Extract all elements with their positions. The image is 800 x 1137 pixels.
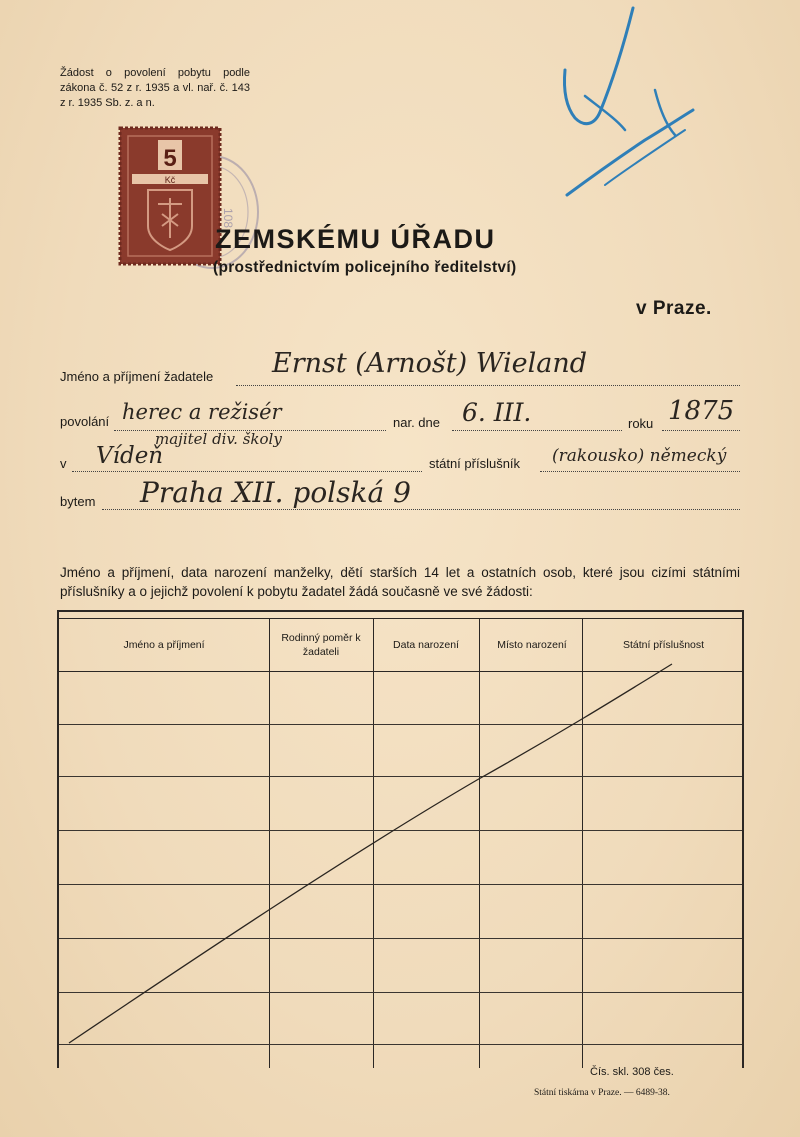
birth-value: 6. III. [462,398,532,427]
cancellation-diagonal-line [57,650,740,1066]
occupation-extra: majitel div. školy [155,430,282,448]
stamp-unit: Kč [164,175,176,185]
citizenship-label: státní příslušník [429,456,521,471]
revenue-stamp [118,126,222,266]
name-label: Jméno a příjmení žadatele [60,369,214,384]
blue-pencil-mark [555,0,715,200]
birth-line [452,429,622,431]
year-line [662,429,740,431]
office-city: v Praze. [636,298,712,319]
stamp-value: 5 [163,145,177,172]
citizenship-value: (rakousko) německý [552,446,727,466]
citizenship-line [540,470,740,472]
page-title: ZEMSKÉMU ÚŘADU [215,224,496,254]
column-header-birth-place: Místo narození [497,639,567,651]
occupation-value: herec a režisér [122,400,282,424]
occupation-label: povolání [60,414,110,429]
place-value: Vídeň [96,443,164,469]
column-header-citizenship: Státní příslušnost [622,639,705,651]
column-header-relation: Rodinný poměr k žadateli [281,632,361,658]
place-line [72,470,422,472]
year-label: roku [628,416,654,431]
legal-reference: Žádost o povolení pobytu podle zákona č. 52 z r. 1935 a vl. nař. č. 143 z r. 1935 Sb. z. a n. [60,67,250,109]
place-label: v [60,456,67,471]
family-section-intro: Jméno a příjmení, data narození manželky, dětí starších 14 let a ostatních osob, které jsou cizími státními příslušníky a o jejichž povolení k pobytu žadatel žádá současně ve své žádosti: [60,565,740,599]
year-value: 1875 [668,396,735,426]
form-number: Čís. skl. 308 čes. [590,1066,674,1078]
name-value: Ernst (Arnošt) Wieland [272,348,587,379]
round-stamp-number: 108 [221,208,235,229]
residence-label: bytem [60,494,96,509]
column-header-name: Jméno a příjmení [123,639,205,651]
name-line [236,384,740,386]
residence-value: Praha XII. polská 9 [140,476,411,509]
printer-imprint: Státní tiskárna v Praze. — 6489-38. [534,1088,670,1098]
page-subtitle: (prostřednictvím policejního ředitelství) [213,259,517,276]
birth-label: nar. dne [393,415,440,430]
column-header-birth-date: Data narození [393,639,459,651]
